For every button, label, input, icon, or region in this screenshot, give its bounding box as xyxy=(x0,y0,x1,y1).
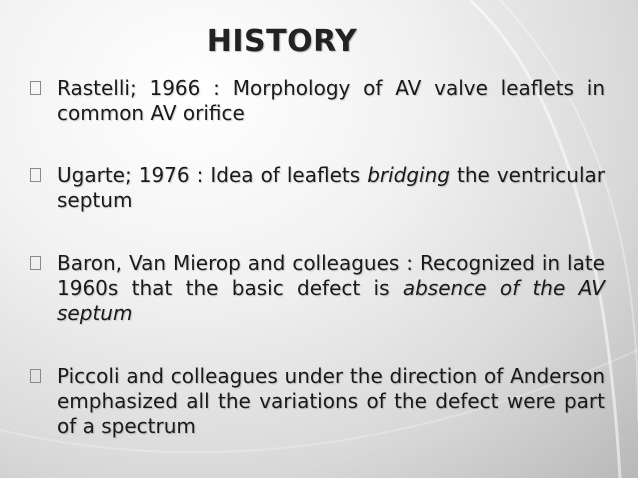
bullet-marker-icon xyxy=(30,168,41,182)
bullet-item xyxy=(30,364,605,439)
bullet-marker-icon xyxy=(30,256,41,270)
bullet-text-emphasis: bridging xyxy=(367,163,450,187)
bullet-text-emphasis: absence of the AV septum xyxy=(57,276,605,325)
bullet-marker-icon xyxy=(30,369,41,383)
bullet-list xyxy=(30,76,605,439)
bullet-text-pre: Ugarte; 1976 : Idea of leaflets xyxy=(57,163,368,187)
bullet-text-pre: Baron, Van Mierop and colleagues : Recognized in late 1960s that the basic defect is xyxy=(57,251,605,300)
bullet-item xyxy=(30,163,605,213)
bullet-text: Piccoli and colleagues under the direction of Anderson emphasized all the variations of the defect were part of a spectrum xyxy=(57,364,605,438)
bullet-item xyxy=(30,251,605,326)
bullet-text: Rastelli; 1966 : Morphology of AV valve leaflets in common AV orifice xyxy=(57,76,605,125)
slide-title: HISTORY xyxy=(206,24,358,59)
bullet-text-post: the ventricular septum xyxy=(57,163,605,212)
bullet-marker-icon xyxy=(30,81,41,95)
bullet-item xyxy=(30,76,605,126)
